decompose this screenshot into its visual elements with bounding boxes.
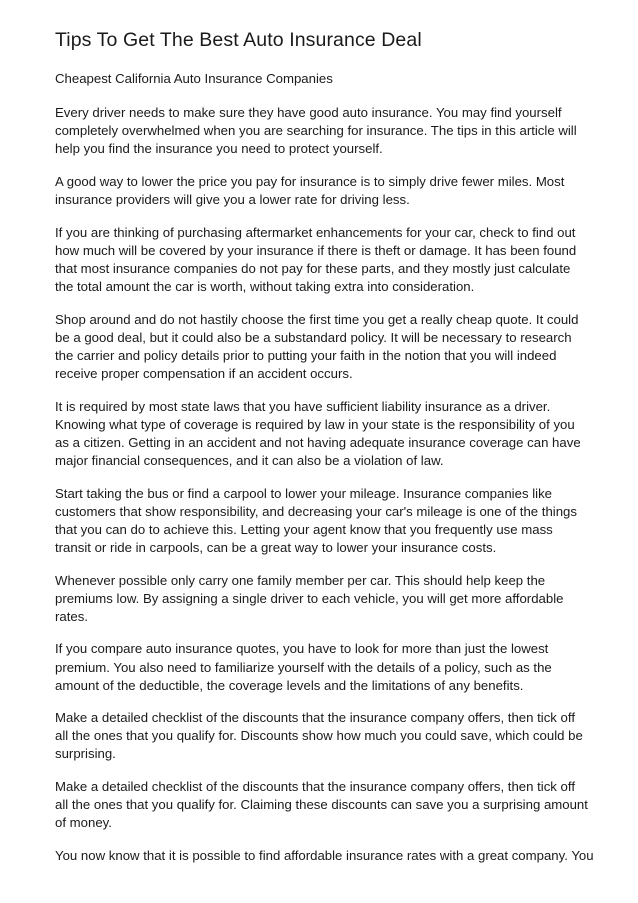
paragraph-2: A good way to lower the price you pay for insurance is to simply drive fewer miles. Most insurance providers will give you a lower rate for driving less. <box>55 173 565 207</box>
paragraph-1: Every driver needs to make sure they have good auto insurance. You may find yourself completely overwhelmed when you are searching for insurance. The tips in this article will help you find the insurance you need to protect yourself. <box>55 105 577 157</box>
paragraph-9: Make a detailed checklist of the discounts that the insurance company offers, then tick off all the ones that you qualify for. Discounts show how much you could save, which could be surprising. <box>55 710 583 762</box>
paragraph-8: If you compare auto insurance quotes, you have to look for more than just the lowest premium. You also need to familiarize yourself with the details of a policy, such as the amount of the deductible, the coverage levels and the limitations of any benefits. <box>55 641 552 693</box>
paragraph-10: Make a detailed checklist of the discounts that the insurance company offers, then tick off all the ones that you qualify for. Claiming these discounts can save you a surprising amount of money. <box>55 779 588 831</box>
document-title: Tips To Get The Best Auto Insurance Deal <box>55 29 422 51</box>
paragraph-6: Start taking the bus or find a carpool to lower your mileage. Insurance companies like customers that show responsibility, and decreasing your car's mileage is one of the things that you can do to achieve this. Letting your agent know that you frequently use mass transit or ride in carpools, can be a great way to lower your insurance costs. <box>55 485 577 555</box>
document-subtitle: Cheapest California Auto Insurance Companies <box>55 71 333 86</box>
paragraph-7: Whenever possible only carry one family member per car. This should help keep the premiums low. By assigning a single driver to each vehicle, you will get more affordable rates. <box>55 572 564 624</box>
paragraph-5: It is required by most state laws that you have sufficient liability insurance as a driver. Knowing what type of coverage is required by law in your state is the responsibility of you as a citizen. Getting in an accident and not having adequate insurance coverage can have major financial consequences, and it can also be a violation of law. <box>55 398 581 468</box>
paragraph-3: If you are thinking of purchasing aftermarket enhancements for your car, check to find out how much will be covered by your insurance if there is theft or damage. It has been found that most insurance companies do not pay for these parts, and they mostly just calculate the total amount the car is worth, without taking extra into consideration. <box>55 224 577 294</box>
document-page <box>55 28 594 880</box>
paragraph-11: You now know that it is possible to find affordable insurance rates with a great company. You <box>55 848 594 864</box>
paragraph-4: Shop around and do not hastily choose the first time you get a really cheap quote. It could be a good deal, but it could also be a substandard policy. It will be necessary to research the carrier and policy details prior to putting your faith in the notion that you will indeed receive proper compensation if an accident occurs. <box>55 311 579 381</box>
